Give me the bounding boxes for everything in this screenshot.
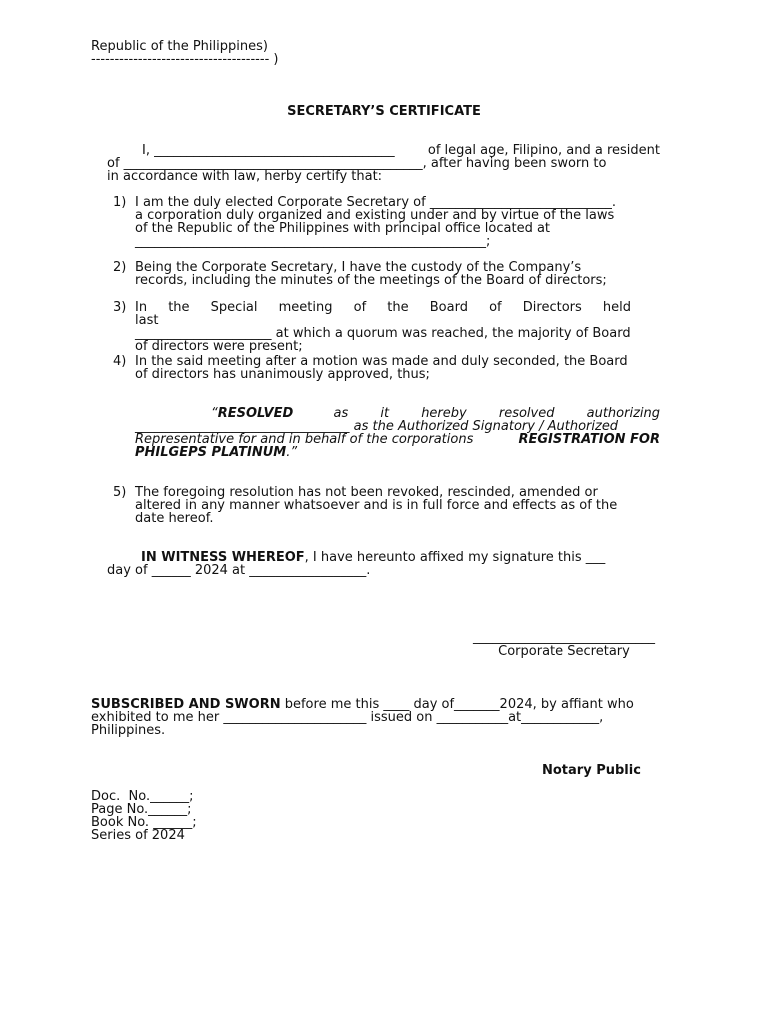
document-title: SECRETARY’S CERTIFICATE [287, 104, 481, 119]
certification-item-2 [107, 261, 660, 287]
intro-line-1a: I, _____________________________________ [142, 143, 395, 158]
item-3-line-2: _____________________ at which a quorum was reached, the majority of Board [135, 326, 631, 341]
resolution-line-1: as it hereby resolved authorizing [333, 406, 660, 421]
secretary-signature-block [470, 631, 658, 658]
jurat-paragraph [91, 698, 660, 737]
certification-item-5 [107, 486, 660, 525]
witness-paragraph [107, 551, 660, 577]
witness-line-2: day of ______ 2024 at __________________. [107, 563, 371, 578]
item-5-line-2: altered in any manner whatsoever and is in full force and effects as of the [135, 498, 618, 513]
item-1-line-1: I am the duly elected Corporate Secretary of ____________________________. [135, 195, 616, 210]
resolution-line-4b: PHILGEPS PLATINUM [135, 445, 287, 460]
book-number: Book No. ______; [91, 815, 197, 830]
item-5-line-3: date hereof. [135, 511, 214, 526]
notary-public-label: Notary Public [542, 763, 641, 778]
item-5-line-1: The foregoing resolution has not been revoked, rescinded, amended or [135, 485, 598, 500]
jurat-line-1: before me this ____ day of_______2024, by affiant who [284, 697, 634, 712]
jurat-line-3: Philippines. [91, 723, 166, 738]
jurat-line-2: exhibited to me her ______________________ issued on ___________at____________, [91, 710, 604, 725]
item-2-line-2: records, including the minutes of the meetings of the Board of directors; [135, 273, 607, 288]
venue-line-2: -------------------------------------- ) [91, 52, 279, 67]
item-1-line-2: a corporation duly organized and existing under and by virtue of the laws [135, 208, 615, 223]
jurat-keyword: SUBSCRIBED AND SWORN [91, 697, 281, 712]
signature-label: Corporate Secretary [498, 644, 630, 659]
venue-line-1: Republic of the Philippines) [91, 39, 268, 54]
item-number: 3) [113, 300, 127, 315]
quote-open: “ [211, 406, 218, 421]
resolution-line-3a: Representative for and in behalf of the corporations [135, 432, 474, 447]
item-1-line-4: ______________________________________________________; [135, 234, 491, 249]
item-3-line-1: In the Special meeting of the Board of Directors held last [135, 300, 631, 328]
intro-paragraph [107, 144, 660, 183]
resolution-line-4c: .” [286, 445, 298, 460]
page-number: Page No.______; [91, 802, 192, 817]
item-4-line-2: of directors has unanimously approved, thus; [135, 367, 430, 382]
intro-line-2: of ______________________________________________, after having been sworn to [107, 156, 607, 171]
item-4-line-1: In the said meeting after a motion was made and duly seconded, the Board [135, 354, 628, 369]
item-3-line-3: of directors were present; [135, 339, 303, 354]
item-number: 5) [113, 485, 127, 500]
certification-item-1 [107, 196, 660, 248]
certification-item-3 [107, 301, 660, 353]
item-number: 2) [113, 260, 127, 275]
witness-keyword: IN WITNESS WHEREOF [141, 550, 305, 565]
intro-line-3: in accordance with law, herby certify that: [107, 169, 383, 184]
item-number: 1) [113, 195, 127, 210]
doc-number: Doc. No.______; [91, 789, 194, 804]
docket-block [91, 790, 660, 842]
resolution-line-2: _________________________________ as the Authorized Signatory / Authorized [135, 419, 619, 434]
witness-line-1: , I have hereunto affixed my signature this ___ [304, 550, 606, 565]
intro-line-1b: of legal age, Filipino, and a resident [427, 143, 660, 158]
venue-header [91, 40, 660, 66]
item-number: 4) [113, 354, 127, 369]
item-1-line-3: of the Republic of the Philippines with principal office located at [135, 221, 551, 236]
series-year: Series of 2024 [91, 828, 185, 843]
signature-line: ____________________________ [473, 630, 655, 645]
item-2-line-1: Being the Corporate Secretary, I have the custody of the Company’s [135, 260, 582, 275]
resolved-keyword: RESOLVED [217, 406, 294, 421]
resolution-line-3b: REGISTRATION FOR [518, 432, 660, 447]
resolution-block [135, 407, 660, 459]
certification-item-4 [107, 355, 660, 381]
